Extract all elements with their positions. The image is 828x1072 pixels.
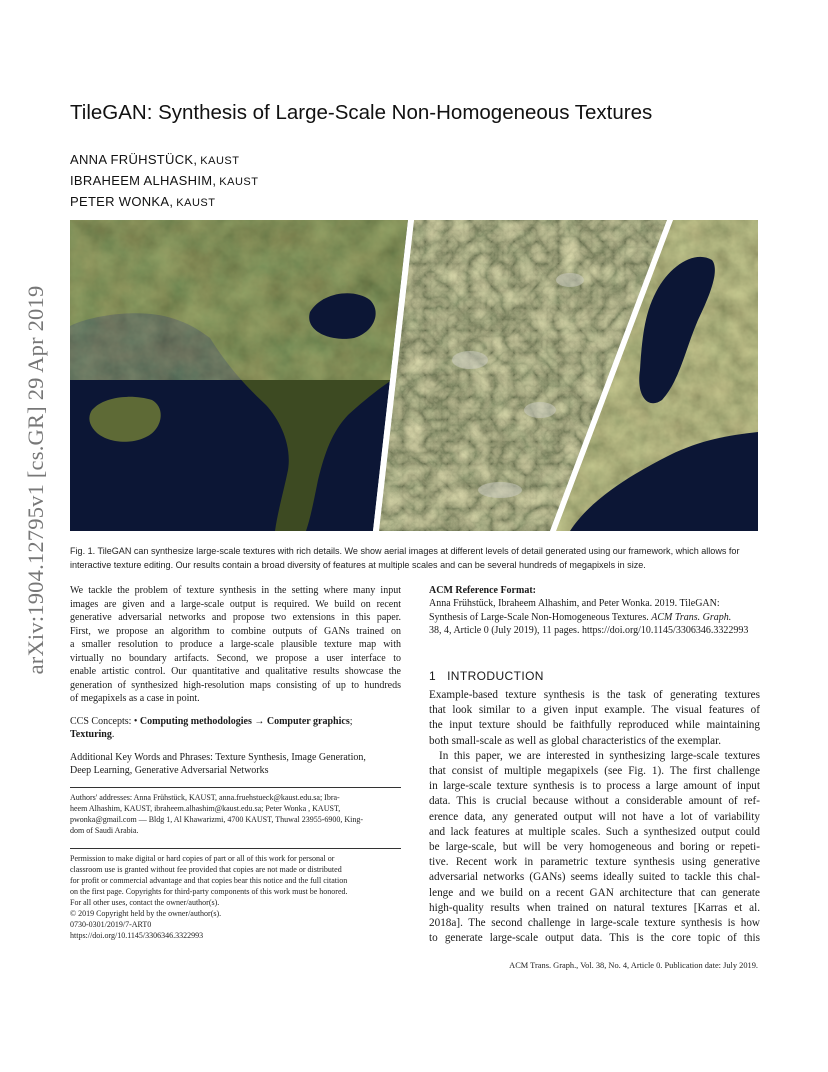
footnote-line: pwonka@gmail.com — Bldg 1, Al Khawarizmi, 4700 KAUST, Thuwal 23955-6900, King-	[70, 815, 364, 824]
abstract-line: generation of synthesized high-resolution maps consisting of up to hundreds	[70, 679, 401, 691]
body-line: to generate large-scale output data. This is the core topic of this	[429, 932, 760, 945]
permission-line: for profit or commercial advantage and that copies bear this notice and the full citation	[70, 876, 348, 885]
body-line: adversarial networks (GANs) seems ideally suited to tackle this chal-	[429, 871, 760, 884]
author-affiliation: KAUST	[176, 197, 216, 209]
body-line: the input texture should be faithfully reproduced while maintaining	[429, 719, 760, 732]
body-line: tive. Recent work in parametric texture synthesis using generative	[429, 856, 760, 869]
body-line: lenge and we build on a recent GAN architecture that can generate	[429, 886, 760, 899]
permission-notice	[70, 848, 401, 941]
acm-reference-text: Synthesis of Large-Scale Non-Homogeneous Textures.	[429, 611, 652, 623]
ccs-concept: Computing methodologies	[139, 715, 252, 727]
keywords	[70, 751, 401, 778]
caption-text: TileGAN can synthesize large-scale textures with rich details. We show aerial images at different levels of detail generated using our framework, which allows for interactive texture editing. Our results contain a broad diversity of features at multiple scales and can be several hundreds of megapixels in size.	[70, 546, 740, 570]
teaser-figure	[70, 220, 758, 531]
ccs-separator: ;	[349, 715, 353, 727]
abstract-line: of megapixels as a case in point.	[70, 693, 200, 704]
permission-line: classroom use is granted without fee provided that copies are not made or distributed	[70, 865, 342, 874]
body-line: that look similar to a given input example. The visual features of	[429, 704, 760, 717]
author-name: PETER WONKA,	[70, 194, 174, 209]
abstract-line: generative adversarial networks and propose two extensions in this paper.	[70, 612, 401, 623]
body-line: both small-scale as well as global characteristics of the exemplar.	[429, 734, 722, 747]
footnote-line: heem Alhashim, KAUST, ibraheem.alhashim@kaust.edu.sa; Peter Wonka , KAUST,	[70, 804, 341, 813]
abstract-line: We tackle the problem of texture synthesis in the setting where many input	[70, 585, 401, 596]
copyright-line: © 2019 Copyright held by the owner/author(s).	[70, 909, 222, 918]
abstract	[70, 584, 401, 706]
body-line: Example-based texture synthesis is the task of generating textures	[429, 689, 760, 701]
author-affiliation: KAUST	[200, 155, 240, 167]
body-line: and lack features at multiple scales. Such a synthesized output could	[429, 825, 760, 838]
body-line: high-quality results when trained on natural textures [Karras et al.	[429, 901, 760, 914]
footnote-line: dom of Saudi Arabia.	[70, 826, 139, 835]
body-line: be large-scale, but will be very homogeneous and boring or repeti-	[429, 841, 760, 854]
paper-title: TileGAN: Synthesis of Large-Scale Non-Homogeneous Textures	[70, 101, 653, 124]
abstract-line: First, we propose an algorithm to combine outputs of GANs trained on	[70, 625, 401, 637]
arxiv-identifier	[20, 285, 52, 675]
permission-line: For all other uses, contact the owner/author(s).	[70, 898, 220, 907]
ccs-prefix: CCS Concepts: •	[70, 715, 140, 727]
body-line: erence data, any generated output will not have a lot of variability	[429, 810, 760, 823]
section-title: INTRODUCTION	[447, 669, 544, 683]
ccs-concepts	[70, 715, 401, 742]
introduction-text	[429, 688, 760, 946]
acm-reference-format	[429, 584, 760, 638]
ccs-concept: Texturing	[70, 729, 112, 740]
journal-name: ACM Trans. Graph.	[651, 611, 732, 623]
abstract-line: enable artistic control. Our quantitative and qualitative results showcase the	[70, 666, 401, 677]
arxiv-identifier-text: arXiv:1904.12795v1 [cs.GR] 29 Apr 2019	[23, 285, 48, 675]
acm-reference-line: Anna Frühstück, Ibraheem Alhashim, and Peter Wonka. 2019. TileGAN:	[429, 598, 720, 609]
author-affiliation: KAUST	[219, 176, 259, 188]
abstract-line: virtually no boundary artifacts. Second, we propose a user interface to	[70, 652, 401, 664]
figure-caption	[70, 545, 760, 572]
permission-line: on the first page. Copyrights for third-party components of this work must be honored.	[70, 887, 348, 896]
keywords-line: Additional Key Words and Phrases: Texture Synthesis, Image Generation,	[70, 751, 366, 763]
section-heading-introduction	[429, 669, 544, 683]
author-list	[70, 150, 258, 213]
acm-reference-line	[429, 611, 760, 625]
acm-reference-line: 38, 4, Article 0 (July 2019), 11 pages. https://doi.org/10.1145/3306346.3322993	[429, 625, 749, 636]
author-addresses	[70, 787, 401, 836]
abstract-line: images are given and a large-scale output is required. We build on recent	[70, 598, 401, 610]
author-1	[70, 150, 258, 171]
ccs-arrow: →	[251, 715, 267, 727]
author-3	[70, 192, 258, 213]
body-line: 2018a]. The second challenge in large-scale texture synthesis is how	[429, 917, 760, 930]
body-line: that consist of multiple megapixels (see Fig. 1). The first challenge	[429, 765, 760, 778]
section-number: 1	[429, 669, 437, 683]
footnote-line: Authors' addresses: Anna Frühstück, KAUST, anna.fruehstueck@kaust.edu.sa; Ibra-	[70, 793, 340, 802]
author-name: ANNA FRÜHSTÜCK,	[70, 152, 198, 167]
acm-reference-heading: ACM Reference Format:	[429, 585, 536, 596]
permission-line: Permission to make digital or hard copies of part or all of this work for personal or	[70, 854, 335, 863]
ccs-end: .	[111, 729, 115, 740]
author-name: IBRAHEEM ALHASHIM,	[70, 173, 217, 188]
doi-link[interactable]: https://doi.org/10.1145/3306346.3322993	[70, 931, 204, 940]
body-line: In this paper, we are interested in synthesizing large-scale textures	[439, 749, 760, 762]
ccs-concept: Computer graphics	[266, 715, 350, 727]
keywords-line: Deep Learning, Generative Adversarial Networks	[70, 765, 269, 776]
author-2	[70, 171, 258, 192]
running-footer: ACM Trans. Graph., Vol. 38, No. 4, Article 0. Publication date: July 2019.	[509, 961, 758, 970]
body-line: data. This is crucial because without a considerable amount of ref-	[429, 795, 760, 808]
article-id: 0730-0301/2019/7-ART0	[70, 920, 152, 929]
body-line: in large-scale texture synthesis is to process a large amount of input	[429, 780, 760, 793]
abstract-line: a smaller resolution to produce a large-scale plausible texture map with	[70, 639, 401, 650]
left-column	[70, 584, 401, 778]
caption-label: Fig. 1.	[70, 546, 96, 556]
